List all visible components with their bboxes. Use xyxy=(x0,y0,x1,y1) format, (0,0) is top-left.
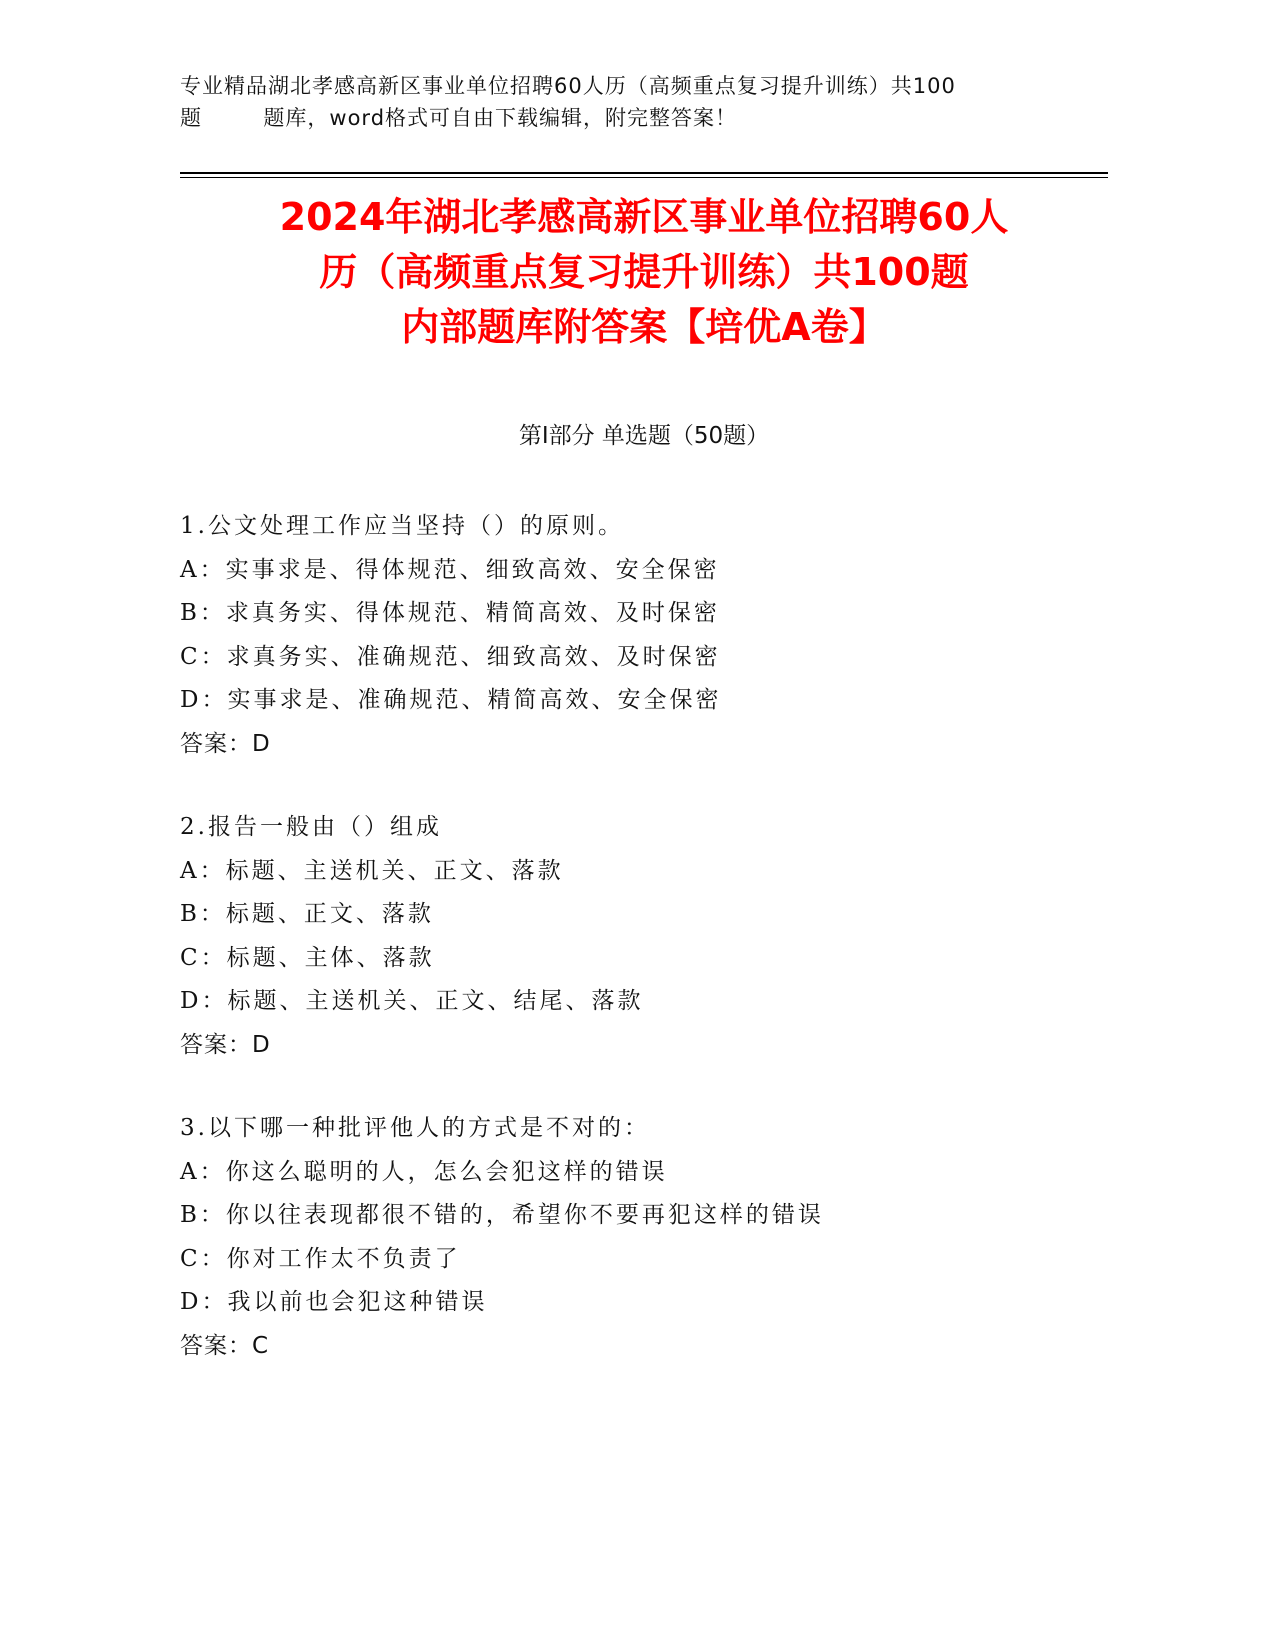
option-c: C：标题、主体、落款 xyxy=(180,944,435,971)
header-line-2: 题 题库，word格式可自由下载编辑，附完整答案！ xyxy=(180,106,738,130)
question-2 xyxy=(180,806,1108,1067)
question-stem: 1.公文处理工作应当坚持（）的原则。 xyxy=(180,513,624,539)
answer-line: 答案：C xyxy=(180,1332,270,1359)
title-line-1: 2024年湖北孝感高新区事业单位招聘60人 xyxy=(279,195,1009,239)
question-list xyxy=(180,505,1108,1408)
document-header xyxy=(180,70,1080,134)
header-line-1: 专业精品湖北孝感高新区事业单位招聘60人历（高频重点复习提升训练）共100 xyxy=(180,74,956,98)
option-c: C：求真务实、准确规范、细致高效、及时保密 xyxy=(180,643,721,670)
title-line-2: 历（高频重点复习提升训练）共100题 xyxy=(319,250,969,294)
header-divider-thin xyxy=(180,177,1108,178)
option-b: B：求真务实、得体规范、精简高效、及时保密 xyxy=(180,600,720,626)
answer-line: 答案：D xyxy=(180,1031,271,1058)
option-a: A：标题、主送机关、正文、落款 xyxy=(180,857,564,884)
option-d: D：我以前也会犯这种错误 xyxy=(180,1289,488,1315)
option-a: A：你这么聪明的人，怎么会犯这样的错误 xyxy=(180,1158,668,1185)
section-heading: 第Ⅰ部分 单选题（50题） xyxy=(518,423,770,449)
option-d: D：标题、主送机关、正文、结尾、落款 xyxy=(180,988,644,1014)
option-b: B：你以往表现都很不错的，希望你不要再犯这样的错误 xyxy=(180,1202,824,1228)
answer-line: 答案：D xyxy=(180,730,271,757)
option-c: C：你对工作太不负责了 xyxy=(180,1245,461,1272)
option-b: B：标题、正文、落款 xyxy=(180,901,434,927)
document-title xyxy=(180,190,1108,355)
option-a: A：实事求是、得体规范、细致高效、安全保密 xyxy=(180,556,720,583)
title-line-3: 内部题库附答案【培优A卷】 xyxy=(401,305,887,349)
question-3 xyxy=(180,1107,1108,1368)
option-d: D：实事求是、准确规范、精简高效、安全保密 xyxy=(180,687,722,713)
question-stem: 3.以下哪一种批评他人的方式是不对的： xyxy=(180,1115,650,1141)
header-divider-thick xyxy=(180,172,1108,174)
question-stem: 2.报告一般由（）组成 xyxy=(180,814,442,840)
question-1 xyxy=(180,505,1108,766)
